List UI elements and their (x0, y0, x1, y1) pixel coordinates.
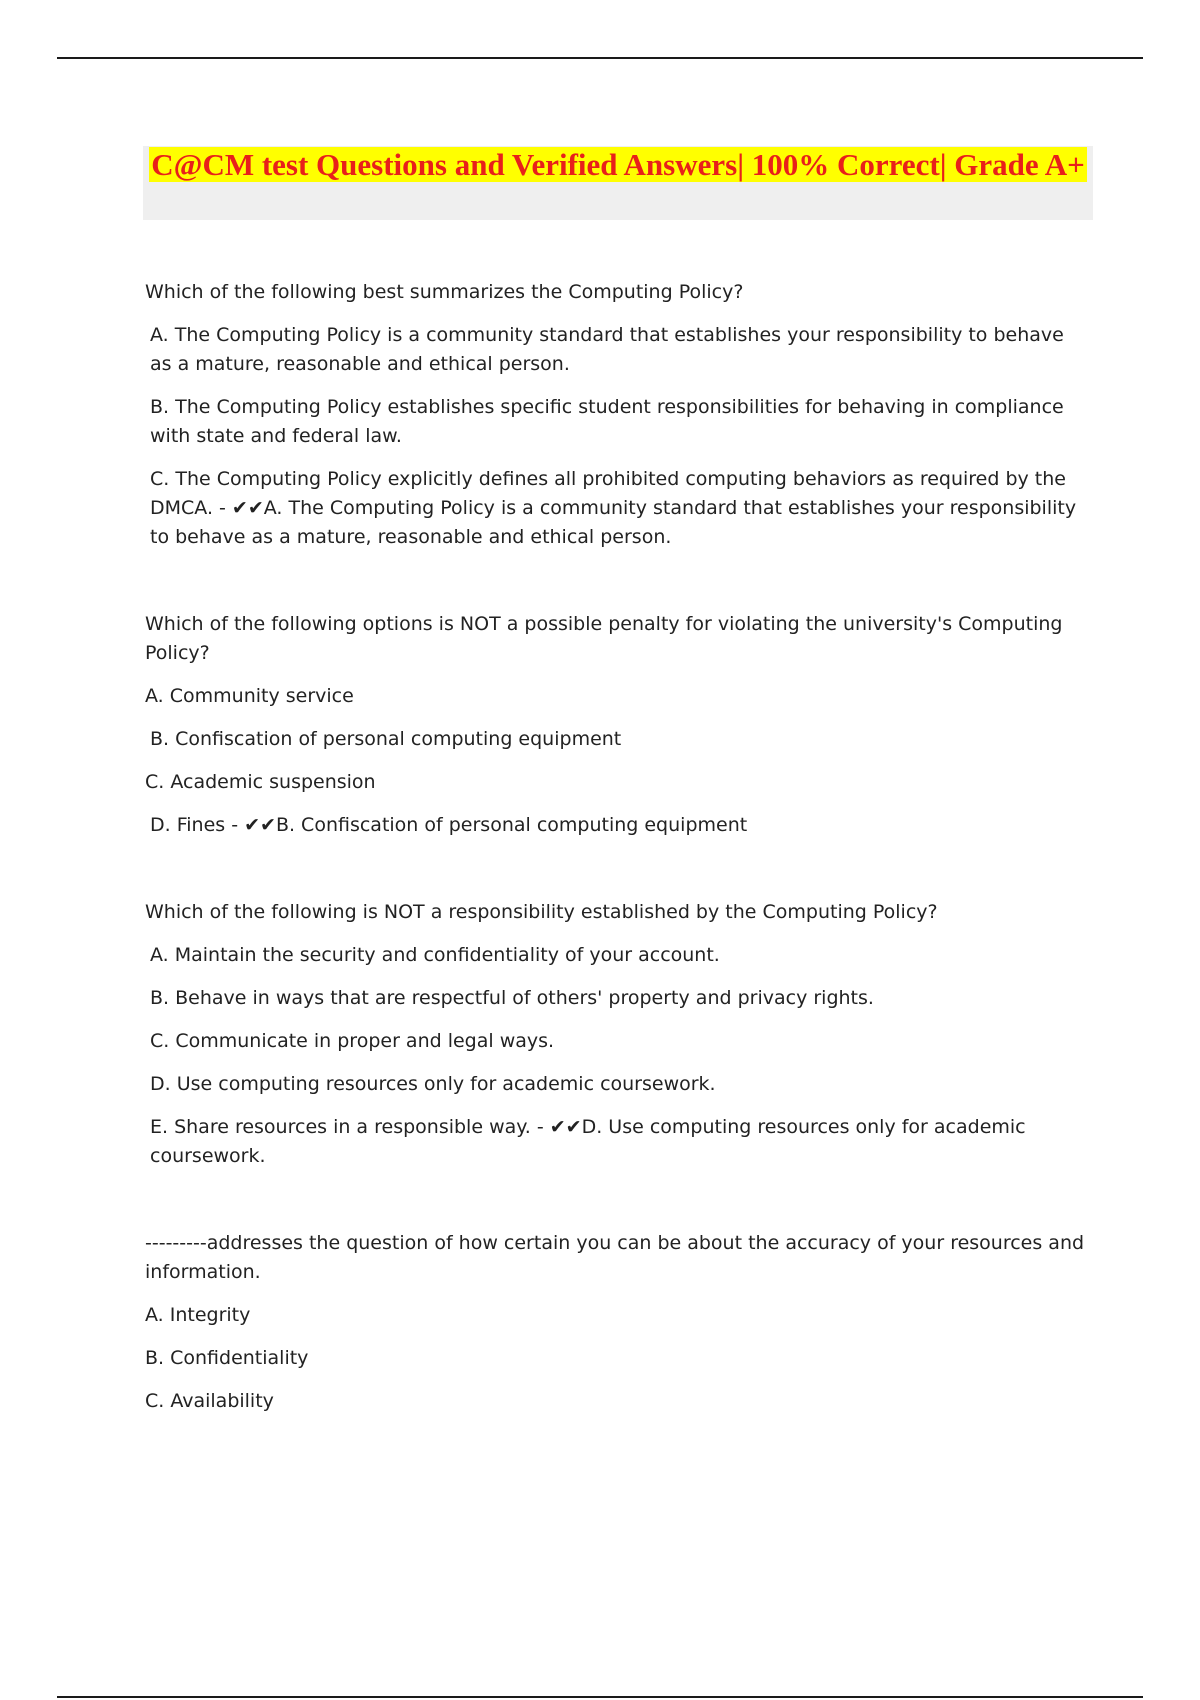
question-1-prompt: Which of the following best summarizes the Computing Policy? (145, 281, 744, 303)
question-1-option-a: A. The Computing Policy is a community standard that establishes your responsibility to behave as a mature, reasonable and ethical person. (150, 324, 1064, 375)
question-4-prompt: ---------addresses the question of how certain you can be about the accuracy of your resources and information. (145, 1232, 1085, 1283)
question-4-option-a: A. Integrity (145, 1304, 251, 1326)
question-2-prompt: Which of the following options is NOT a possible penalty for violating the university's Computing Policy? (145, 613, 1063, 664)
question-3-option-d: D. Use computing resources only for academic coursework. (150, 1073, 716, 1095)
question-1-option-c-answer: C. The Computing Policy explicitly defines all prohibited computing behaviors as required by the DMCA. - ✔✔A. The Computing Policy is a community standard that establishes your responsibility to behave as a mature, reasonable and ethical person. (150, 468, 1077, 548)
question-3-option-e-answer: E. Share resources in a responsible way. - ✔✔D. Use computing resources only for academic coursework. (150, 1116, 1026, 1167)
document-title-text: C@CM test Questions and Verified Answers| 100% Correct| Grade A+ (151, 147, 1085, 182)
question-2-option-d-answer: D. Fines - ✔✔B. Confiscation of personal computing equipment (150, 814, 748, 836)
question-2-option-a: A. Community service (145, 685, 354, 707)
document-title (143, 146, 1093, 220)
spacer (145, 1185, 1090, 1229)
question-2-option-c: C. Academic suspension (145, 771, 376, 793)
question-4-option-b: B. Confidentiality (145, 1347, 309, 1369)
question-3-option-c: C. Communicate in proper and legal ways. (150, 1030, 555, 1052)
document-body (145, 278, 1090, 1430)
top-rule (57, 57, 1143, 59)
question-3-option-b: B. Behave in ways that are respectful of others' property and privacy rights. (150, 987, 874, 1009)
spacer (145, 854, 1090, 898)
spacer (145, 566, 1090, 610)
question-3-option-a: A. Maintain the security and confidentiality of your account. (150, 944, 720, 966)
question-1-option-b: B. The Computing Policy establishes specific student responsibilities for behaving in compliance with state and federal law. (150, 396, 1064, 447)
question-4-option-c: C. Availability (145, 1390, 274, 1412)
bottom-rule (57, 1696, 1143, 1698)
question-3-prompt: Which of the following is NOT a responsibility established by the Computing Policy? (145, 901, 938, 923)
question-2-option-b: B. Confiscation of personal computing equipment (150, 728, 622, 750)
